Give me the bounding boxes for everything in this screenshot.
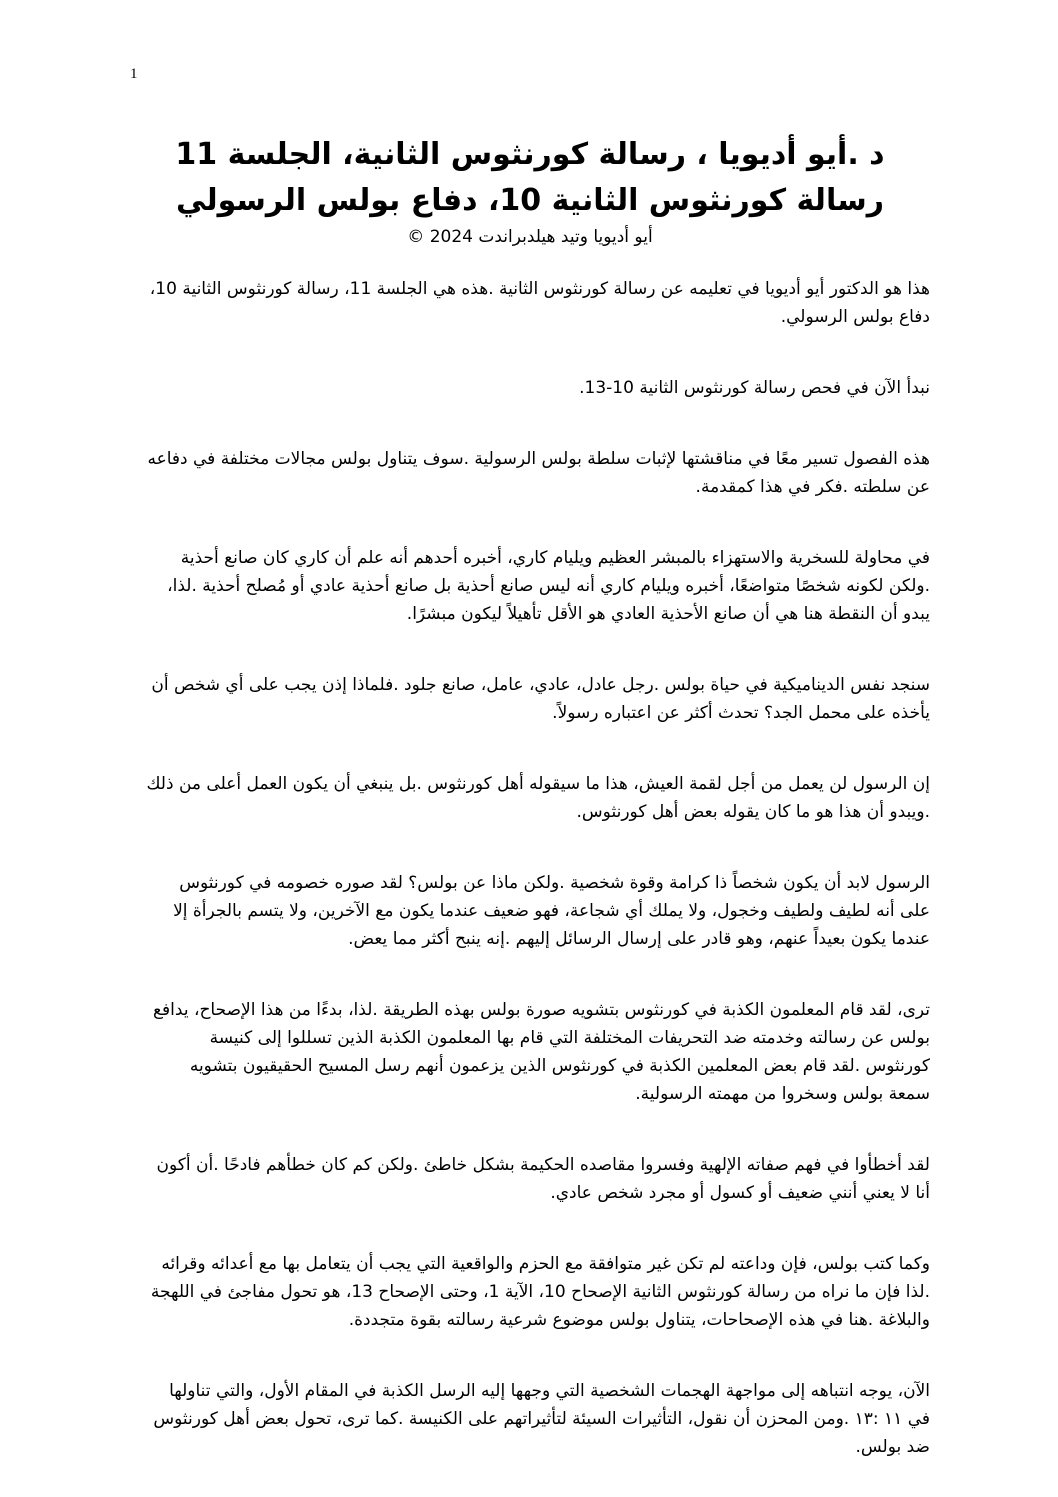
copyright-notice: أيو أديويا وتيد هيلدبراندت 2024 © — [407, 227, 653, 247]
paragraph-apostle-dignity: الرسول لابد أن يكون شخصاً ذا كرامة وقوة شخصية .ولكن ماذا عن بولس؟ لقد صوره خصومه في كورنثوس على أنه لطيف ولطيف وخجول، ولا يملك أي شجاعة، فهو ضعيف عندما يكون مع الآخرين، ولا يتسم بالجرأة إلا عندما يكون بعيداً عنهم، وهو قادر على إرسال الرسائل إليهم .إنه ينبح أكثر مما يعض. — [173, 873, 930, 949]
paragraph-meekness: وكما كتب بولس، فإن وداعته لم تكن غير متوافقة مع الحزم والواقعية التي يجب أن يتعامل بها مع أعدائه وقرائه .لذا فإن ما نراه من رسالة كورنثوس الثانية الإصحاح 10، الآية 1، وحتى الإصحاح 13، هو تحول مفاجئ في اللهجة والبلاغة .هنا في هذه الإصحاحات، يتناول بولس موضوع شرعية رسالته بقوة متجددة. — [150, 1254, 930, 1330]
title-line-1: د .أيو أديويا ، رسالة كورنثوس الثانية، الجلسة 11 — [175, 137, 885, 172]
paragraph-personal-attacks: الآن، يوجه انتباهه إلى مواجهة الهجمات الشخصية التي وجهها إليه الرسل الكذبة في المقام الأول، والتي تناولها في ١١ :١٣ .ومن المحزن أن نقول، التأثيرات السيئة لتأثيراتهم على الكنيسة .كما ترى، تحول بعض أهل كورنثوس ضد بولس. — [153, 1381, 930, 1457]
paragraph-chapters-overview: هذه الفصول تسير معًا في مناقشتها لإثبات سلطة بولس الرسولية .سوف يتناول بولس مجالات مختلفة في دفاعه عن سلطته .فكر في هذا كمقدمة. — [147, 449, 930, 497]
paragraph-misunderstood: لقد أخطأوا في فهم صفاته الإلهية وفسروا مقاصده الحكيمة بشكل خاطئ .ولكن كم كان خطأهم فادحًا .أن أكون أنا لا يعني أنني ضعيف أو كسول أو مجرد شخص عادي. — [156, 1155, 930, 1203]
page-number: 1 — [130, 66, 138, 82]
paragraph-same-dynamic: سنجد نفس الديناميكية في حياة بولس .رجل عادل، عادي، عامل، صانع جلود .فلماذا إذن يجب على أي شخص أن يأخذه على محمل الجد؟ تحدث أكثر عن اعتباره رسولاً. — [151, 675, 930, 723]
document-header — [150, 132, 910, 250]
title-line-2: رسالة كورنثوس الثانية 10، دفاع بولس الرسولي — [175, 183, 884, 218]
document-body — [145, 275, 930, 1461]
paragraph-begin-examination: نبدأ الآن في فحص رسالة كورنثوس الثانية 10-13. — [579, 378, 930, 398]
paragraph-intro: هذا هو الدكتور أيو أديويا في تعليمه عن رسالة كورنثوس الثانية .هذه هي الجلسة 11، رسالة كورنثوس الثانية 10، دفاع بولس الرسولي. — [149, 279, 930, 327]
paragraph-william-carey: في محاولة للسخرية والاستهزاء بالمبشر العظيم ويليام كاري، أخبره أحدهم أنه علم أن كاري كان صانع أحذية .ولكن لكونه شخصًا متواضعًا، أخبره ويليام كاري أنه ليس صانع أحذية بل صانع أحذية عادي أو مُصلح أحذية .لذا، يبدو أن النقطة هنا هي أن صانع الأحذية العادي هو الأقل تأهيلاً ليكون مبشرًا. — [167, 548, 930, 624]
paragraph-false-teachers: ترى، لقد قام المعلمون الكذبة في كورنثوس بتشويه صورة بولس بهذه الطريقة .لذا، بدءًا من هذا الإصحاح، يدافع بولس عن رسالته وخدمته ضد التحريفات المختلفة التي قام بها المعلمون الكذبة الذين تسللوا إلى كنيسة كورنثوس .لقد قام بعض المعلمين الكذبة في كورنثوس الذين يزعمون أنهم رسل المسيح الحقيقيون بتشويه سمعة بولس وسخروا من مهمته الرسولية. — [153, 1000, 930, 1104]
paragraph-apostle-work: إن الرسول لن يعمل من أجل لقمة العيش، هذا ما سيقوله أهل كورنثوس .بل ينبغي أن يكون العمل أعلى من ذلك .ويبدو أن هذا هو ما كان يقوله بعض أهل كورنثوس. — [146, 774, 930, 822]
